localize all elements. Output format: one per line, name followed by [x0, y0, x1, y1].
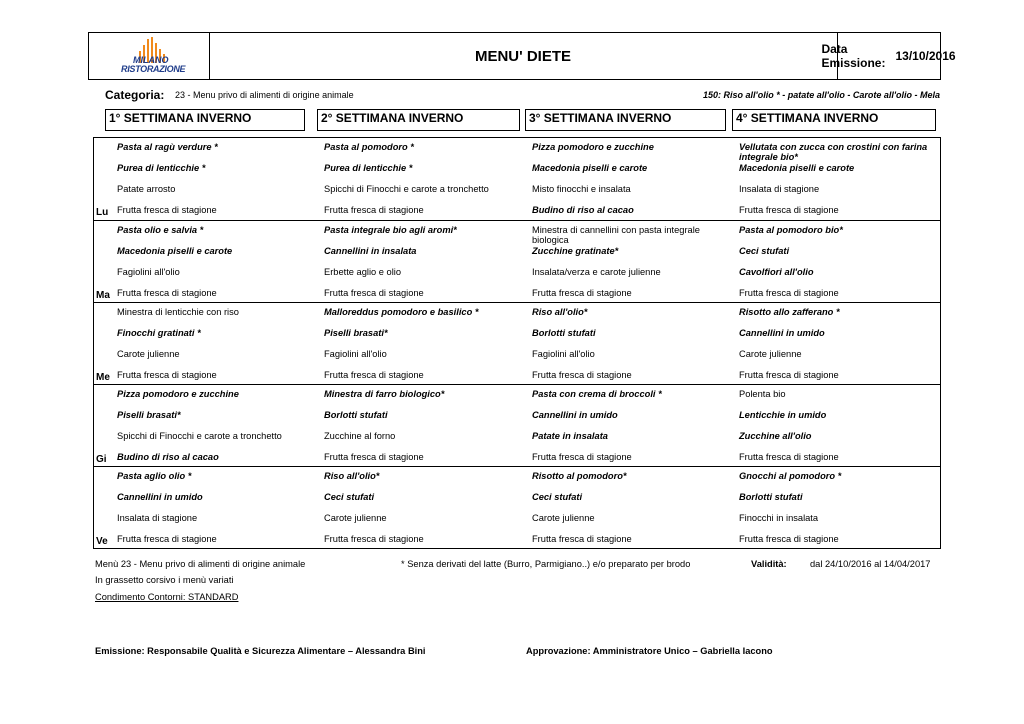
menu-item: Frutta fresca di stagione	[532, 452, 632, 462]
logo-text-line1: MILANO	[133, 55, 169, 65]
category-note: 150: Riso all'olio * - patate all'olio - Carote all'olio - Mela	[703, 90, 940, 100]
menu-item: Cannellini in umido	[739, 328, 825, 338]
menu-item: Borlotti stufati	[532, 328, 596, 338]
page-title: MENU' DIETE	[209, 33, 838, 79]
menu-item: Spicchi di Finocchi e carote a tronchetto	[324, 184, 489, 194]
logo-text-line2: RISTORAZIONE	[121, 64, 186, 74]
menu-item: Riso all'olio*	[532, 307, 588, 317]
menu-item: Frutta fresca di stagione	[739, 370, 839, 380]
menu-item: Zucchine all'olio	[739, 431, 812, 441]
menu-item: Carote julienne	[532, 513, 595, 523]
menu-item: Ceci stufati	[324, 492, 375, 502]
menu-item: Frutta fresca di stagione	[739, 288, 839, 298]
menu-item: Patate in insalata	[532, 431, 608, 441]
menu-item: Frutta fresca di stagione	[532, 534, 632, 544]
day-abbreviation: Ma	[96, 290, 110, 301]
menu-item: Risotto al pomodoro*	[532, 471, 627, 481]
menu-item: Pasta con crema di broccoli *	[532, 389, 662, 399]
week-header-4: 4° SETTIMANA INVERNO	[732, 109, 936, 131]
day-block	[94, 220, 940, 303]
menu-item: Carote julienne	[739, 349, 802, 359]
menu-item: Frutta fresca di stagione	[117, 288, 217, 298]
menu-item: Pasta integrale bio agli aromi*	[324, 225, 457, 235]
footer-menu-reference: Menù 23 - Menu privo di alimenti di origine animale	[95, 559, 306, 569]
day-block	[94, 138, 940, 220]
menu-item: Pizza pomodoro e zucchine	[117, 389, 239, 399]
menu-item: Cannellini in umido	[532, 410, 618, 420]
menu-item: Riso all'olio*	[324, 471, 380, 481]
week-header-2: 2° SETTIMANA INVERNO	[317, 109, 520, 131]
menu-item: Pizza pomodoro e zucchine	[532, 142, 654, 152]
menu-item: Pasta al ragù verdure *	[117, 142, 218, 152]
menu-item: Frutta fresca di stagione	[324, 534, 424, 544]
menu-item: Vellutata con zucca con crostini con farina integrale bio*	[739, 142, 928, 162]
menu-item: Patate arrosto	[117, 184, 176, 194]
menu-item: Budino di riso al cacao	[117, 452, 219, 462]
menu-item: Malloreddus pomodoro e basilico *	[324, 307, 479, 317]
day-abbreviation: Ve	[96, 536, 108, 547]
menu-item: Zucchine gratinate*	[532, 246, 619, 256]
menu-item: Insalata di stagione	[117, 513, 198, 523]
category-value: 23 - Menu privo di alimenti di origine animale	[175, 90, 354, 100]
logo-cell	[89, 33, 210, 79]
footer-validity-value: dal 24/10/2016 al 14/04/2017	[810, 559, 931, 569]
menu-item: Minestra di cannellini con pasta integrale biologica	[532, 225, 700, 245]
menu-item: Frutta fresca di stagione	[117, 370, 217, 380]
menu-item: Zucchine al forno	[324, 431, 396, 441]
footer-emission: Emissione: Responsabile Qualità e Sicurezza Alimentare – Alessandra Bini	[95, 646, 426, 656]
menu-item: Misto finocchi e insalata	[532, 184, 631, 194]
menu-item: Spicchi di Finocchi e carote a tronchetto	[117, 431, 282, 441]
day-block	[94, 302, 940, 385]
menu-item: Piselli brasati*	[324, 328, 388, 338]
milano-ristorazione-logo	[119, 37, 186, 77]
menu-item: Cannellini in insalata	[324, 246, 417, 256]
day-block	[94, 384, 940, 467]
emission-date-value: 13/10/2016	[895, 49, 956, 63]
menu-item: Piselli brasati*	[117, 410, 181, 420]
menu-item: Frutta fresca di stagione	[739, 452, 839, 462]
menu-item: Budino di riso al cacao	[532, 205, 634, 215]
menu-item: Ceci stufati	[739, 246, 790, 256]
emission-date	[821, 33, 956, 79]
day-block	[94, 466, 940, 549]
menu-table	[93, 137, 941, 549]
menu-item: Frutta fresca di stagione	[117, 205, 217, 215]
menu-item: Minestra di lenticchie con riso	[117, 307, 239, 317]
footer-asterisk-note: * Senza derivati del latte (Burro, Parmigiano..) e/o preparato per brodo	[401, 559, 691, 569]
menu-item: Frutta fresca di stagione	[532, 370, 632, 380]
menu-item: Pasta al pomodoro *	[324, 142, 414, 152]
menu-item: Fagiolini all'olio	[532, 349, 595, 359]
footer-condiment: Condimento Contorni: STANDARD	[95, 592, 239, 602]
menu-item: Cannellini in umido	[117, 492, 203, 502]
menu-item: Finocchi in insalata	[739, 513, 819, 523]
menu-item: Frutta fresca di stagione	[324, 452, 424, 462]
day-abbreviation: Me	[96, 372, 110, 383]
category-label: Categoria:	[105, 88, 165, 102]
menu-item: Fagiolini all'olio	[117, 267, 180, 277]
day-abbreviation: Lu	[96, 207, 109, 218]
menu-item: Minestra di farro biologico*	[324, 389, 445, 399]
menu-item: Borlotti stufati	[324, 410, 388, 420]
menu-item: Carote julienne	[324, 513, 387, 523]
menu-item: Fagiolini all'olio	[324, 349, 387, 359]
menu-item: Purea di lenticchie *	[117, 163, 206, 173]
menu-item: Frutta fresca di stagione	[532, 288, 632, 298]
menu-item: Macedonia piselli e carote	[117, 246, 233, 256]
menu-item: Macedonia piselli e carote	[532, 163, 648, 173]
menu-item: Cavolfiori all'olio	[739, 267, 814, 277]
week-header-3: 3° SETTIMANA INVERNO	[525, 109, 726, 131]
menu-item: Frutta fresca di stagione	[324, 205, 424, 215]
menu-item: Purea di lenticchie *	[324, 163, 413, 173]
footer-approval: Approvazione: Amministratore Unico – Gabriella Iacono	[526, 646, 773, 656]
day-abbreviation: Gi	[96, 454, 107, 465]
menu-item: Frutta fresca di stagione	[739, 205, 839, 215]
menu-item: Carote julienne	[117, 349, 180, 359]
menu-item: Ceci stufati	[532, 492, 583, 502]
menu-item: Insalata di stagione	[739, 184, 820, 194]
menu-item: Pasta al pomodoro bio*	[739, 225, 843, 235]
menu-item: Insalata/verza e carote julienne	[532, 267, 661, 277]
footer-validity-label: Validità:	[751, 559, 787, 569]
menu-item: Borlotti stufati	[739, 492, 803, 502]
menu-item: Pasta olio e salvia *	[117, 225, 204, 235]
menu-item: Frutta fresca di stagione	[117, 534, 217, 544]
menu-item: Risotto allo zafferano *	[739, 307, 840, 317]
menu-item: Gnocchi al pomodoro *	[739, 471, 842, 481]
menu-item: Frutta fresca di stagione	[739, 534, 839, 544]
menu-item: Pasta aglio olio *	[117, 471, 192, 481]
menu-item: Lenticchie in umido	[739, 410, 827, 420]
emission-date-label: Data Emissione:	[821, 42, 886, 70]
menu-item: Polenta bio	[739, 389, 786, 399]
menu-item: Frutta fresca di stagione	[324, 288, 424, 298]
menu-item: Frutta fresca di stagione	[324, 370, 424, 380]
menu-item: Erbette aglio e olio	[324, 267, 402, 277]
menu-item: Finocchi gratinati *	[117, 328, 201, 338]
footer-variants-note: In grassetto corsivo i menù variati	[95, 575, 234, 585]
week-header-1: 1° SETTIMANA INVERNO	[105, 109, 305, 131]
menu-item: Macedonia piselli e carote	[739, 163, 855, 173]
document-header	[88, 32, 956, 80]
